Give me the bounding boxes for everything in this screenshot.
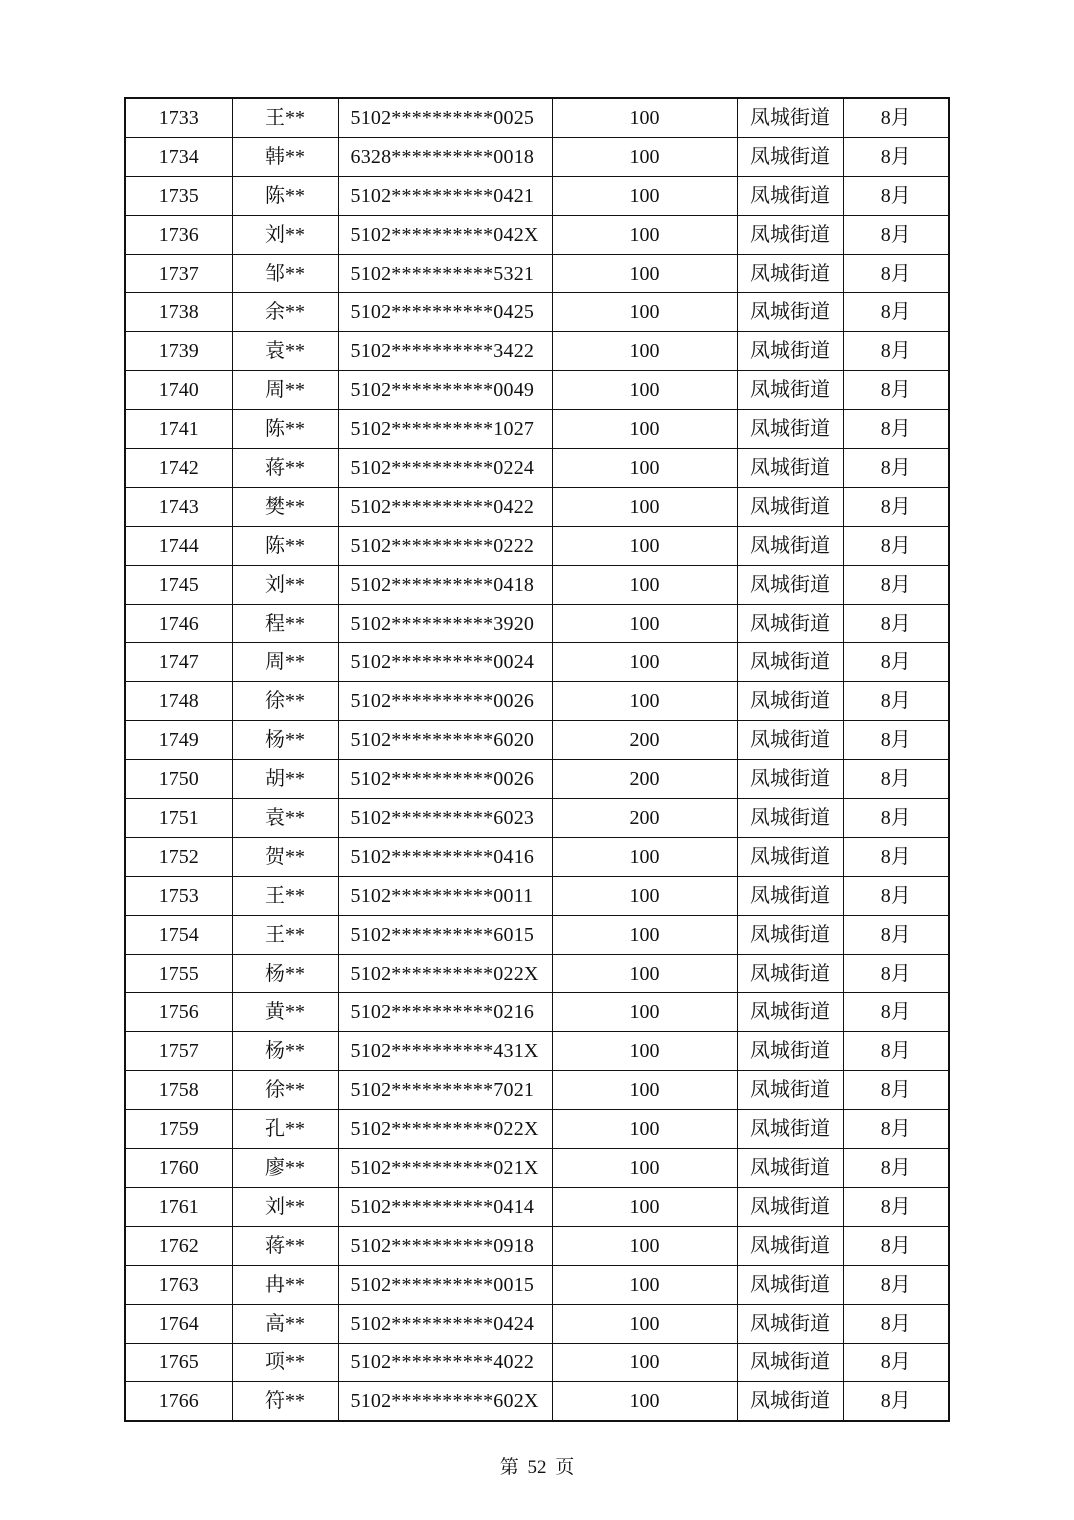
cell-amount: 100 (552, 254, 737, 293)
table-row (125, 1187, 949, 1226)
cell-amount: 100 (552, 993, 737, 1032)
cell-month: 8月 (843, 1032, 949, 1071)
cell-amount: 100 (552, 1304, 737, 1343)
cell-amount: 100 (552, 526, 737, 565)
cell-month: 8月 (843, 915, 949, 954)
cell-amount: 100 (552, 371, 737, 410)
cell-name: 袁** (232, 799, 338, 838)
cell-serial: 1733 (125, 98, 232, 137)
cell-serial: 1738 (125, 293, 232, 332)
cell-month: 8月 (843, 1149, 949, 1188)
cell-name: 邹** (232, 254, 338, 293)
cell-name: 徐** (232, 682, 338, 721)
cell-amount: 100 (552, 915, 737, 954)
cell-name: 刘** (232, 215, 338, 254)
table-row (125, 371, 949, 410)
cell-id-number: 5102**********0222 (338, 526, 552, 565)
cell-id-number: 5102**********0416 (338, 837, 552, 876)
table-row (125, 1071, 949, 1110)
cell-street: 凤城街道 (737, 1304, 843, 1343)
table-row (125, 876, 949, 915)
cell-name: 黄** (232, 993, 338, 1032)
cell-street: 凤城街道 (737, 876, 843, 915)
cell-month: 8月 (843, 1304, 949, 1343)
cell-street: 凤城街道 (737, 487, 843, 526)
cell-month: 8月 (843, 176, 949, 215)
cell-name: 韩** (232, 137, 338, 176)
table-row (125, 915, 949, 954)
cell-name: 杨** (232, 1032, 338, 1071)
cell-id-number: 5102**********0425 (338, 293, 552, 332)
cell-month: 8月 (843, 565, 949, 604)
cell-serial: 1734 (125, 137, 232, 176)
cell-street: 凤城街道 (737, 137, 843, 176)
cell-month: 8月 (843, 954, 949, 993)
cell-name: 陈** (232, 410, 338, 449)
cell-id-number: 5102**********6020 (338, 721, 552, 760)
cell-name: 杨** (232, 954, 338, 993)
cell-serial: 1737 (125, 254, 232, 293)
cell-month: 8月 (843, 876, 949, 915)
cell-amount: 100 (552, 332, 737, 371)
cell-month: 8月 (843, 993, 949, 1032)
cell-id-number: 5102**********0049 (338, 371, 552, 410)
cell-month: 8月 (843, 449, 949, 488)
cell-id-number: 5102**********0418 (338, 565, 552, 604)
cell-amount: 100 (552, 1071, 737, 1110)
cell-month: 8月 (843, 1343, 949, 1382)
cell-month: 8月 (843, 371, 949, 410)
table-row (125, 604, 949, 643)
cell-amount: 100 (552, 410, 737, 449)
cell-amount: 100 (552, 137, 737, 176)
cell-month: 8月 (843, 137, 949, 176)
cell-month: 8月 (843, 410, 949, 449)
cell-id-number: 5102**********0216 (338, 993, 552, 1032)
table-row (125, 1304, 949, 1343)
cell-name: 余** (232, 293, 338, 332)
cell-id-number: 5102**********0424 (338, 1304, 552, 1343)
cell-amount: 100 (552, 604, 737, 643)
cell-name: 周** (232, 643, 338, 682)
cell-street: 凤城街道 (737, 1071, 843, 1110)
cell-id-number: 5102**********0224 (338, 449, 552, 488)
table-row (125, 1265, 949, 1304)
table-row (125, 993, 949, 1032)
cell-street: 凤城街道 (737, 1382, 843, 1421)
cell-serial: 1760 (125, 1149, 232, 1188)
cell-id-number: 5102**********6023 (338, 799, 552, 838)
table-row (125, 449, 949, 488)
cell-amount: 100 (552, 1149, 737, 1188)
cell-id-number: 5102**********6015 (338, 915, 552, 954)
table-row (125, 410, 949, 449)
cell-month: 8月 (843, 526, 949, 565)
cell-serial: 1762 (125, 1226, 232, 1265)
cell-serial: 1740 (125, 371, 232, 410)
cell-month: 8月 (843, 1071, 949, 1110)
cell-id-number: 5102**********1027 (338, 410, 552, 449)
cell-name: 袁** (232, 332, 338, 371)
cell-street: 凤城街道 (737, 1149, 843, 1188)
cell-serial: 1750 (125, 760, 232, 799)
cell-name: 樊** (232, 487, 338, 526)
cell-id-number: 5102**********021X (338, 1149, 552, 1188)
cell-name: 贺** (232, 837, 338, 876)
cell-serial: 1761 (125, 1187, 232, 1226)
cell-street: 凤城街道 (737, 1226, 843, 1265)
cell-street: 凤城街道 (737, 954, 843, 993)
cell-street: 凤城街道 (737, 1265, 843, 1304)
cell-month: 8月 (843, 643, 949, 682)
table-row (125, 1343, 949, 1382)
cell-serial: 1748 (125, 682, 232, 721)
cell-street: 凤城街道 (737, 449, 843, 488)
cell-serial: 1755 (125, 954, 232, 993)
cell-serial: 1741 (125, 410, 232, 449)
cell-street: 凤城街道 (737, 837, 843, 876)
cell-month: 8月 (843, 721, 949, 760)
cell-month: 8月 (843, 98, 949, 137)
table-row (125, 682, 949, 721)
cell-id-number: 5102**********0918 (338, 1226, 552, 1265)
cell-amount: 100 (552, 1382, 737, 1421)
cell-id-number: 5102**********0422 (338, 487, 552, 526)
table-row (125, 293, 949, 332)
cell-amount: 100 (552, 1343, 737, 1382)
cell-name: 程** (232, 604, 338, 643)
cell-street: 凤城街道 (737, 565, 843, 604)
cell-id-number: 5102**********5321 (338, 254, 552, 293)
cell-street: 凤城街道 (737, 176, 843, 215)
cell-amount: 100 (552, 837, 737, 876)
cell-id-number: 5102**********042X (338, 215, 552, 254)
cell-name: 杨** (232, 721, 338, 760)
cell-serial: 1746 (125, 604, 232, 643)
cell-name: 陈** (232, 526, 338, 565)
cell-amount: 100 (552, 487, 737, 526)
cell-street: 凤城街道 (737, 371, 843, 410)
cell-street: 凤城街道 (737, 1187, 843, 1226)
cell-street: 凤城街道 (737, 98, 843, 137)
page-label-prefix: 第 (499, 1457, 519, 1478)
cell-amount: 100 (552, 1265, 737, 1304)
cell-amount: 100 (552, 643, 737, 682)
table-row (125, 526, 949, 565)
cell-street: 凤城街道 (737, 760, 843, 799)
cell-street: 凤城街道 (737, 293, 843, 332)
table-row (125, 954, 949, 993)
table-row (125, 1226, 949, 1265)
cell-id-number: 6328**********0018 (338, 137, 552, 176)
cell-serial: 1744 (125, 526, 232, 565)
table-row (125, 837, 949, 876)
cell-amount: 100 (552, 954, 737, 993)
cell-month: 8月 (843, 215, 949, 254)
cell-street: 凤城街道 (737, 526, 843, 565)
cell-serial: 1754 (125, 915, 232, 954)
cell-street: 凤城街道 (737, 993, 843, 1032)
table-row (125, 1032, 949, 1071)
cell-id-number: 5102**********3422 (338, 332, 552, 371)
cell-month: 8月 (843, 1382, 949, 1421)
cell-street: 凤城街道 (737, 1032, 843, 1071)
cell-street: 凤城街道 (737, 332, 843, 371)
cell-serial: 1752 (125, 837, 232, 876)
table-row (125, 1382, 949, 1421)
table-row (125, 721, 949, 760)
table-row (125, 487, 949, 526)
cell-name: 王** (232, 876, 338, 915)
cell-street: 凤城街道 (737, 604, 843, 643)
cell-month: 8月 (843, 1187, 949, 1226)
cell-amount: 100 (552, 293, 737, 332)
cell-month: 8月 (843, 682, 949, 721)
cell-month: 8月 (843, 604, 949, 643)
cell-amount: 200 (552, 721, 737, 760)
cell-id-number: 5102**********0025 (338, 98, 552, 137)
cell-serial: 1763 (125, 1265, 232, 1304)
cell-serial: 1765 (125, 1343, 232, 1382)
cell-id-number: 5102**********0421 (338, 176, 552, 215)
cell-name: 廖** (232, 1149, 338, 1188)
cell-serial: 1739 (125, 332, 232, 371)
table-body (125, 98, 949, 1421)
cell-street: 凤城街道 (737, 799, 843, 838)
cell-name: 蒋** (232, 449, 338, 488)
cell-name: 刘** (232, 1187, 338, 1226)
cell-serial: 1756 (125, 993, 232, 1032)
cell-name: 蒋** (232, 1226, 338, 1265)
cell-serial: 1766 (125, 1382, 232, 1421)
cell-month: 8月 (843, 760, 949, 799)
cell-id-number: 5102**********0026 (338, 760, 552, 799)
cell-street: 凤城街道 (737, 1343, 843, 1382)
cell-id-number: 5102**********0414 (338, 1187, 552, 1226)
cell-month: 8月 (843, 799, 949, 838)
cell-name: 周** (232, 371, 338, 410)
cell-month: 8月 (843, 487, 949, 526)
cell-amount: 100 (552, 215, 737, 254)
cell-id-number: 5102**********0011 (338, 876, 552, 915)
cell-street: 凤城街道 (737, 643, 843, 682)
cell-street: 凤城街道 (737, 410, 843, 449)
cell-street: 凤城街道 (737, 915, 843, 954)
table-row (125, 254, 949, 293)
cell-serial: 1753 (125, 876, 232, 915)
cell-id-number: 5102**********0015 (338, 1265, 552, 1304)
cell-amount: 100 (552, 565, 737, 604)
cell-amount: 100 (552, 682, 737, 721)
cell-street: 凤城街道 (737, 682, 843, 721)
cell-serial: 1751 (125, 799, 232, 838)
cell-name: 徐** (232, 1071, 338, 1110)
cell-name: 陈** (232, 176, 338, 215)
cell-serial: 1743 (125, 487, 232, 526)
cell-serial: 1747 (125, 643, 232, 682)
cell-name: 高** (232, 1304, 338, 1343)
cell-id-number: 5102**********022X (338, 954, 552, 993)
cell-amount: 100 (552, 1110, 737, 1149)
cell-street: 凤城街道 (737, 1110, 843, 1149)
page-label-suffix: 页 (555, 1457, 575, 1478)
cell-amount: 100 (552, 1032, 737, 1071)
table-row (125, 565, 949, 604)
cell-name: 孔** (232, 1110, 338, 1149)
cell-serial: 1764 (125, 1304, 232, 1343)
cell-serial: 1759 (125, 1110, 232, 1149)
cell-id-number: 5102**********022X (338, 1110, 552, 1149)
cell-month: 8月 (843, 1265, 949, 1304)
table-row (125, 799, 949, 838)
table-row (125, 643, 949, 682)
cell-serial: 1736 (125, 215, 232, 254)
cell-month: 8月 (843, 837, 949, 876)
cell-name: 王** (232, 98, 338, 137)
table-row (125, 1110, 949, 1149)
cell-serial: 1749 (125, 721, 232, 760)
cell-serial: 1745 (125, 565, 232, 604)
cell-name: 符** (232, 1382, 338, 1421)
table-row (125, 332, 949, 371)
cell-street: 凤城街道 (737, 721, 843, 760)
cell-id-number: 5102**********0026 (338, 682, 552, 721)
cell-id-number: 5102**********0024 (338, 643, 552, 682)
cell-serial: 1742 (125, 449, 232, 488)
table-row (125, 1149, 949, 1188)
cell-amount: 200 (552, 799, 737, 838)
table-row (125, 137, 949, 176)
cell-month: 8月 (843, 332, 949, 371)
table-row (125, 760, 949, 799)
cell-name: 项** (232, 1343, 338, 1382)
cell-amount: 100 (552, 176, 737, 215)
table-row (125, 176, 949, 215)
cell-name: 胡** (232, 760, 338, 799)
cell-street: 凤城街道 (737, 215, 843, 254)
table-row (125, 215, 949, 254)
page-footer (0, 1456, 1074, 1480)
cell-id-number: 5102**********7021 (338, 1071, 552, 1110)
cell-amount: 100 (552, 876, 737, 915)
cell-serial: 1758 (125, 1071, 232, 1110)
table-row (125, 98, 949, 137)
cell-serial: 1757 (125, 1032, 232, 1071)
cell-month: 8月 (843, 293, 949, 332)
cell-amount: 200 (552, 760, 737, 799)
cell-month: 8月 (843, 254, 949, 293)
cell-id-number: 5102**********431X (338, 1032, 552, 1071)
beneficiary-table (124, 97, 950, 1422)
cell-serial: 1735 (125, 176, 232, 215)
cell-name: 冉** (232, 1265, 338, 1304)
cell-id-number: 5102**********4022 (338, 1343, 552, 1382)
cell-amount: 100 (552, 98, 737, 137)
cell-name: 王** (232, 915, 338, 954)
cell-amount: 100 (552, 1187, 737, 1226)
cell-amount: 100 (552, 449, 737, 488)
cell-month: 8月 (843, 1110, 949, 1149)
cell-month: 8月 (843, 1226, 949, 1265)
cell-amount: 100 (552, 1226, 737, 1265)
page-number: 52 (527, 1457, 547, 1478)
cell-name: 刘** (232, 565, 338, 604)
cell-id-number: 5102**********3920 (338, 604, 552, 643)
cell-id-number: 5102**********602X (338, 1382, 552, 1421)
cell-street: 凤城街道 (737, 254, 843, 293)
